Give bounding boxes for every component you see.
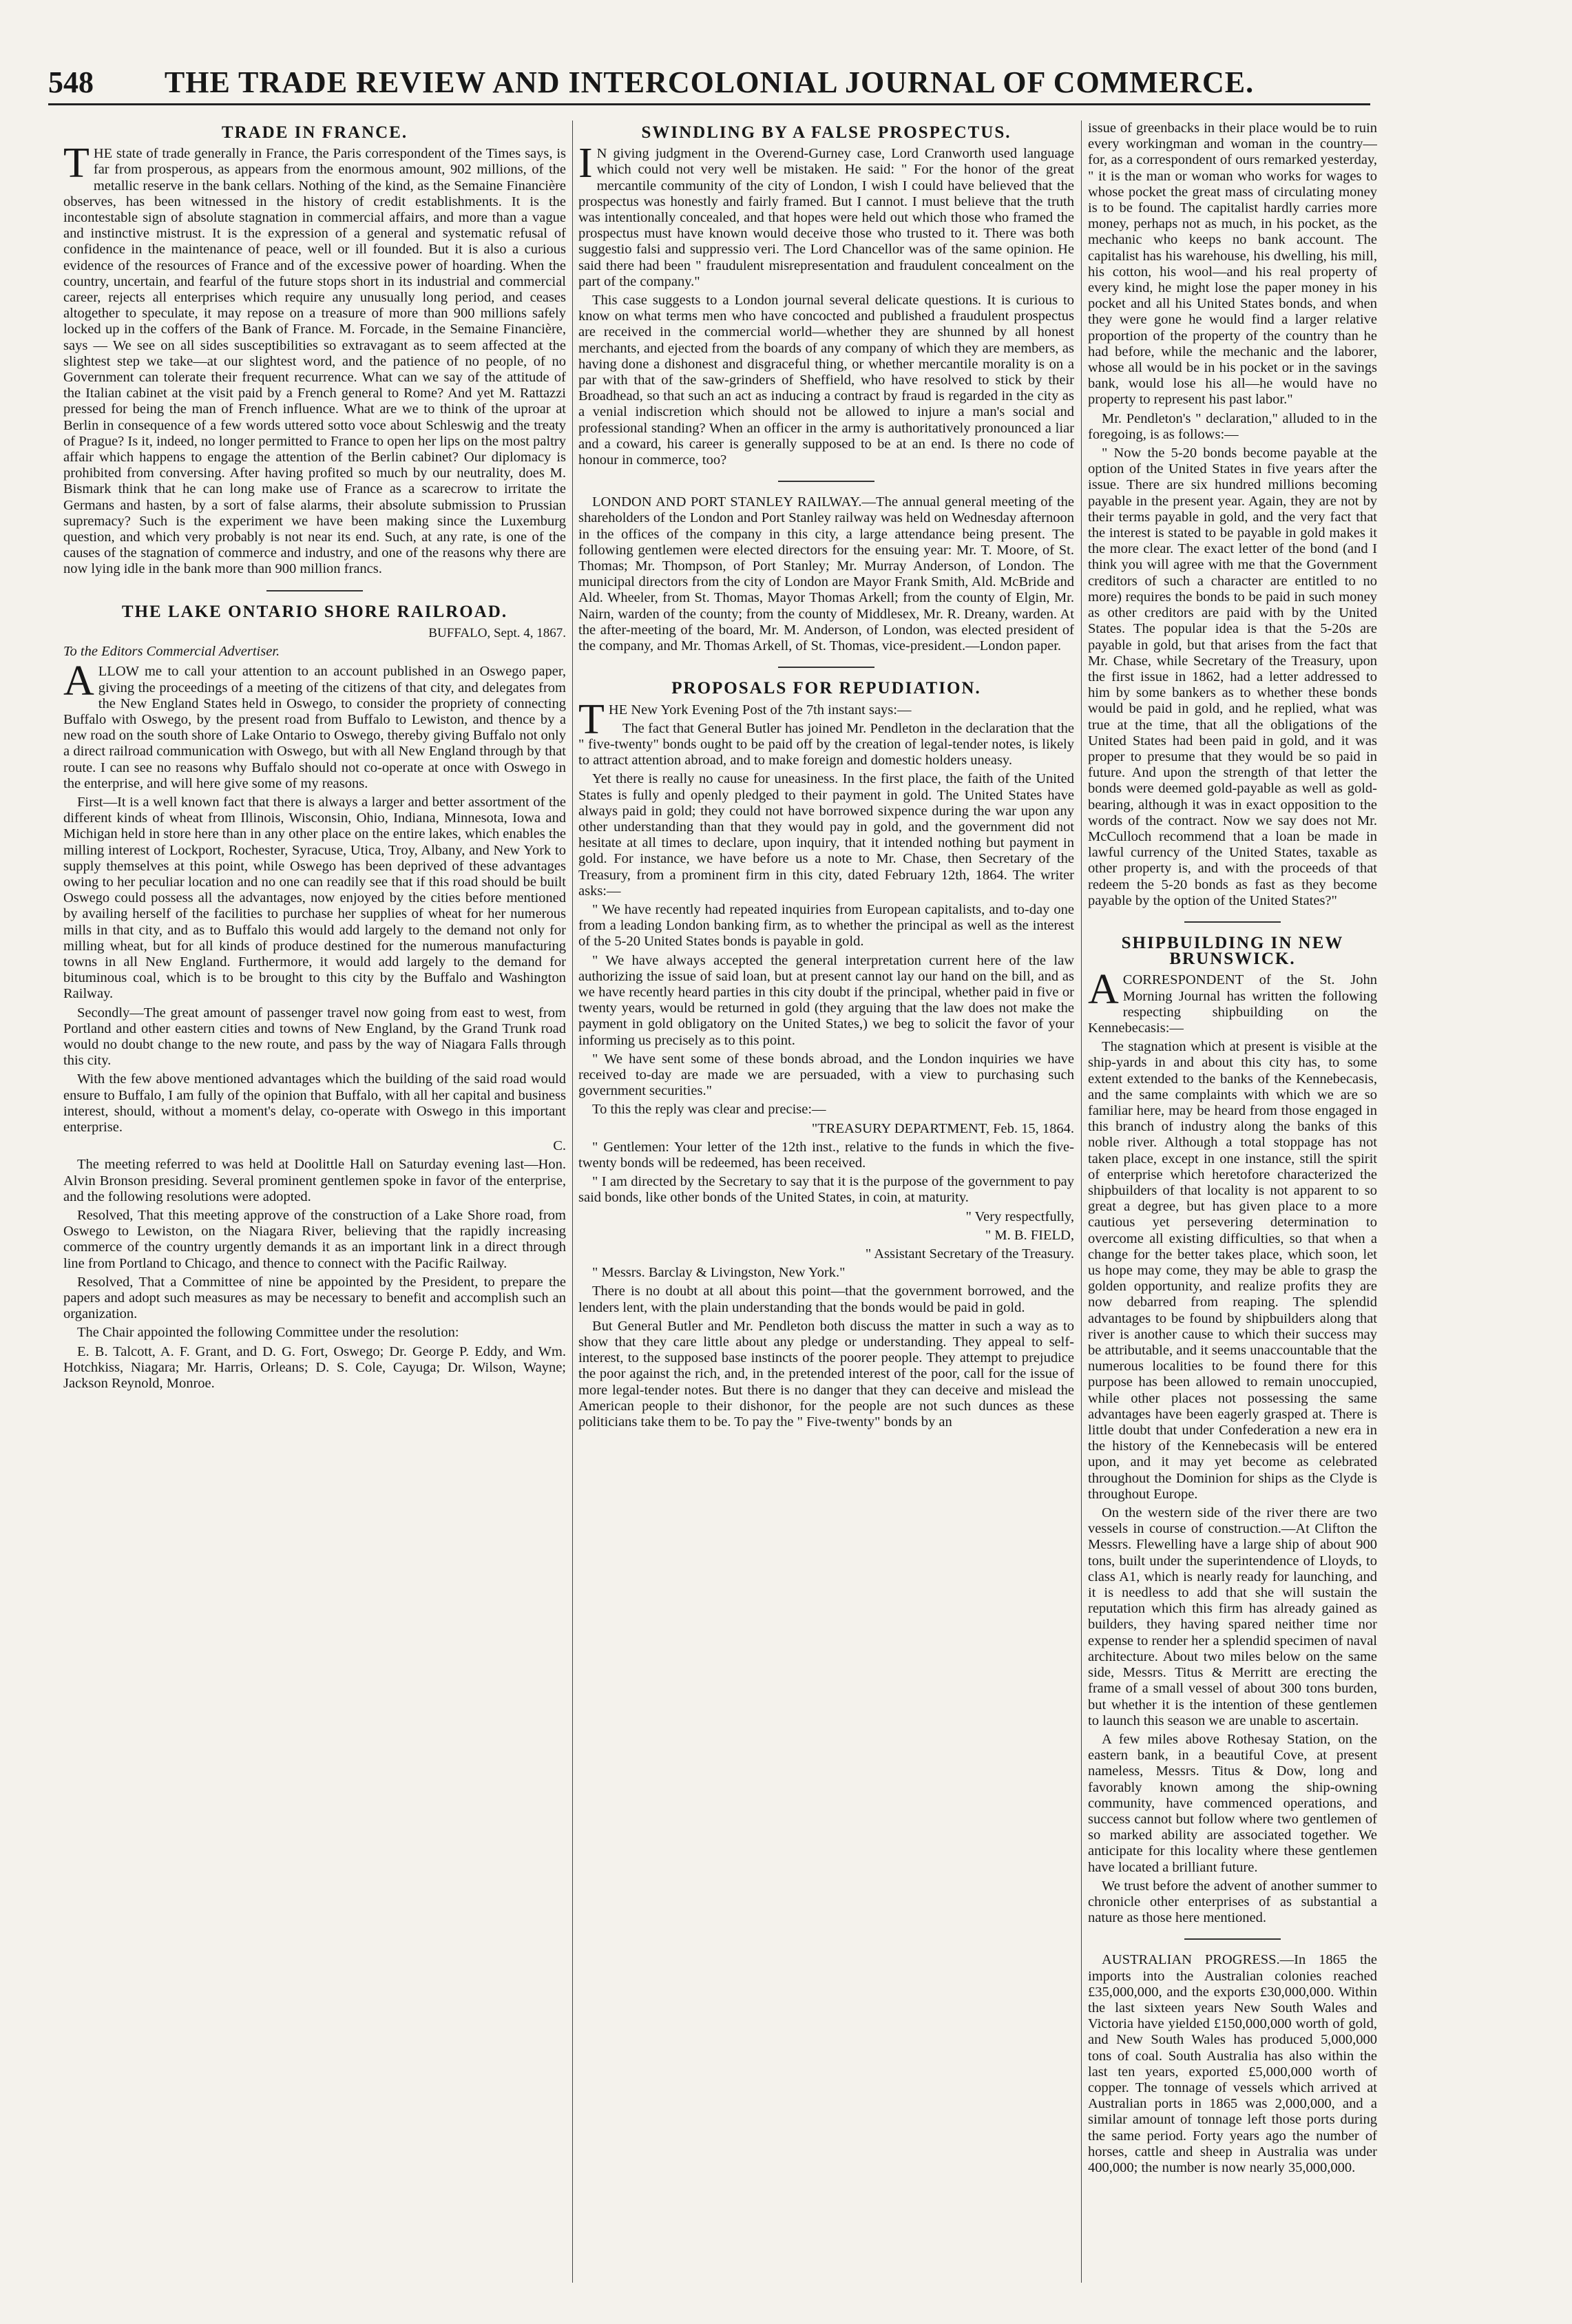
article-paragraph: LONDON AND PORT STANLEY RAILWAY.—The annual general meeting of the shareholders of the London and Port Stanley railway was held on Wednesday afternoon in the offices of the company in this city, a large attendance being present. The following gentlemen were elected directors for the ensuing year: Mr. T. Moore, of St. Thomas; Mr. Thompson, of Port Stanley; Mr. Murray Anderson, of London. The municipal directors from the city of London are Mayor Frank Smith, Ald. McBride and Ald. Wheeler, from St. Thomas, Mayor Thomas Arkell; from the county of Elgin, Mr. Nairn, warden of the county; from the county of Middlesex, Mr. R. Dreany, warden. At the after-meeting of the board, Mr. M. Anderson, of London, was elected president of the company, and Mr. Thomas Arkell, of St. Thomas, vice-president.—London paper. (578, 494, 1074, 654)
article-paragraph: ALLOW me to call your attention to an account published in an Oswego paper, giving the proceedings of a meeting of the citizens of that city, and delegates from the New England States held in Oswego, to consider the propriety of connecting Buffalo with Oswego, by the present road from Buffalo to Lewiston, and thence by a new road on the south shore of Lake Ontario to Oswego, thereby giving Buffalo not only a direct railroad communication with Oswego, but with all New England through by that route. I can see no reasons why Buffalo should not co-operate at once with Oswego in the enterprise, and will here give some of my reasons. (63, 658, 566, 791)
article-paragraph: But General Butler and Mr. Pendleton both discuss the matter in such a way as to show that they care little about any pledge or understanding. They appeal to self-interest, to the supposed base instincts of the poorer people. They attempt to prejudice the poor against the rich, and, in the pretended interest of the poor, call for the issue of more legal-tender notes. But there is no danger that they can deceive and mislead the American people to their dishonor, for the people are not such dunces as these politicians take them to be. To pay the " Five-twenty" bonds by an (578, 1318, 1074, 1430)
article-paragraph: Mr. Pendleton's " declaration," alluded to in the foregoing, is as follows:— (1088, 410, 1377, 442)
column-2 (578, 121, 1074, 2283)
article-paragraph: THE state of trade generally in France, the Paris correspondent of the Times says, is far from prosperous, as appears from the enormous amount, 902 millions, of the metallic reserve in the bank cellars. Nothing of the kind, as the Semaine Financière observes, has been witnessed in the history of credit establishments. It is the incontestable sign of absolute stagnation in commercial affairs, and more than a vague and instinctive mistrust. It is the expression of a general and systematic refusal of confidence in the maintenance of peace, well or ill founded. But it is also a curious evidence of the resources of France and of the excessive power of hoarding. When the country, uncertain, and fearful of the future stops short in its industrial and commercial career, rejects all enterprises which require any unusually long period, and ceases altogether to speculate, it may repose on a treasure of more than 900 millions safely locked up in the coffers of the Bank of France. M. Forcade, in the Semaine Financière, says — We see on all sides susceptibilities so extravagant as to seem affected at the slightest step we take—at our slightest word, and the patience of no people, of no Government can tolerate their frequent recurrence. What can we say of the attitude of the Italian cabinet at the visit paid by a French general to Rome? And yet M. Rattazzi pressed for being the man of French influence. What are we to think of the uproar at Berlin in consequence of a few words uttered sotto voce about Schleswig and the treaty of Prague? Is it, indeed, no longer permitted to France to open her lips on the most paltry affair which happens to engage the attention of the Berlin cabinet? Our diplomacy is prohibited from conversing. After having profited so much by our neutrality, does M. Bismark think that he can long make use of France as a scarecrow to irritate the Germans and hasten, by a sort of false alarms, their absolute submission to Prussian supremacy? Such is the experiment we have been making since the Luxemburg question, and which very probably is not near its end. Such, at any rate, is one of the causes of the stagnation of commerce and industry, and one of the reasons why there are now lying idle in the bank more than 900 million francs. (63, 140, 566, 577)
column-rule (572, 121, 573, 2283)
journal-title: THE TRADE REVIEW AND INTERCOLONIAL JOURNAL OF COMMERCE. (164, 65, 1255, 99)
article-paragraph: " We have recently had repeated inquiries from European capitalists, and to-day one from a leading London banking firm, as to whether the principal as well as the interest of the 5-20 United States bonds is payable in gold. (578, 901, 1074, 950)
article-heading-swindling: SWINDLING BY A FALSE PROSPECTUS. (641, 123, 1012, 142)
divider (1184, 921, 1281, 923)
article-paragraph: issue of greenbacks in their place would be to ruin every workingman and woman in the country—for, as a correspondent of ours remarked yesterday, " it is the man or woman who works for wages to whose pocket the great mass of circulating money is to be found. The capitalist hardly carries more money, perhaps not as much, in his pocket, as the mechanic who keeps no bank account. The capitalist has his warehouse, his dwelling, his mill, his cotton, his wool—and his real property of every kind, he might lose the paper money in his pocket and all his United States bonds, and when they were gone he would find a larger relative proportion of the property of the country than he had before, while the mechanic and the laborer, whose all would be in his pocket or in the savings bank, would lose his all—he would have no property to represent his past labor." (1088, 121, 1377, 408)
article-paragraph: Resolved, That this meeting approve of the construction of a Lake Shore road, from Oswego to Lewiston, on the Niagara River, believing that the rapidly increasing commerce of the country urgently demands it as an important link in a direct through line from Portland to Chicago, and thence to connect with the Pacific Railway. (63, 1208, 566, 1271)
divider (778, 667, 874, 668)
column-3 (1088, 121, 1377, 2283)
article-paragraph: Resolved, That a Committee of nine be appointed by the President, to prepare the papers and adopt such measures as may be necessary to benefit and accomplish such an organization. (63, 1274, 566, 1322)
article-paragraph: AUSTRALIAN PROGRESS.—In 1865 the imports into the Australian colonies reached £35,000,000, and the exports £30,000,000. Within the last sixteen years New South Wales and Victoria have yielded £150,000,000 worth of gold, and New South Wales has produced 5,000,000 tons of coal. South Australia has also within the last ten years, exported £5,000,000 worth of copper. The tonnage of vessels which arrived at Australian ports in 1865 was 2,000,000, and a similar amount of tonnage left those ports during the same period. Forty years ago the number of horses, cattle and sheep in Australia was under 400,000; the number is now nearly 35,000,000. (1088, 1952, 1377, 2175)
article-paragraph: First—It is a well known fact that there is always a larger and better assortment of the different kinds of wheat from Illinois, Wisconsin, Ohio, Indiana, Minnesota, Iowa and Michigan held in store here than in any other place on the entire lakes, which enables the milling interest of Lockport, Rochester, Syracuse, Utica, Troy, Albany, and New York to supply themselves at this point, while Oswego has been deprived of these advantages owing to her peculiar location and no one can readily see that if this road should be built Oswego could possess all the advantages, now enjoyed by the cities before mentioned by availing herself of the facilities to purchase her supplies of wheat for her numerous mills in that city, and as to Buffalo this would add largely to the demand not only for milling wheat, but for all kinds of produce destined for the numerous manufacturing towns in all New England. Furthermore, it would add largely to the demand for bituminous coal, which is to be brought to this city by the Buffalo and Washington Railway. (63, 794, 566, 1002)
article-paragraph: E. B. Talcott, A. F. Grant, and D. G. Fort, Oswego; Dr. George P. Eddy, and Wm. Hotchkiss, Niagara; Mr. Harris, Orleans; D. S. Cole, Cayuga; Dr. Wilson, Wayne; Jackson Reynold, Monroe. (63, 1343, 566, 1392)
article-heading-lake-ontario: THE LAKE ONTARIO SHORE RAILROAD. (121, 602, 508, 621)
article-paragraph: IN giving judgment in the Overend-Gurney case, Lord Cranworth used language which could not very well be mistaken. He said: " For the honor of the great mercantile community of the city of London, I wish I could have believed that the prospectus was honestly and fairly framed. But I cannot. I must believe that the truth was intentionally concealed, and that hopes were held out which those who framed the prospectus must have known would deceive those who trusted to it. There was both suggestio falsi and suppressio veri. The Lord Chancellor was of the same opinion. He said there had been " fraudulent misrepresentation and fraudulent concealment on the part of the company." (578, 140, 1074, 289)
article-paragraph: The Chair appointed the following Committee under the resolution: (77, 1325, 459, 1341)
column-1 (63, 121, 566, 2283)
article-paragraph: The fact that General Butler has joined Mr. Pendleton in the declaration that the " five-twenty" bonds ought to be paid off by the creation of legal-tender notes, is likely to attract attention abroad, and to make foreign and domestic holders uneasy. (578, 720, 1074, 768)
article-heading-repudiation: PROPOSALS FOR REPUDIATION. (671, 679, 981, 698)
page-number: 548 (48, 65, 94, 99)
column-rule (1081, 121, 1082, 2283)
divider (1184, 1938, 1281, 1940)
article-paragraph: There is no doubt at all about this point—that the government borrowed, and the lenders lent, with the plain understanding that the bonds would be paid in gold. (578, 1284, 1074, 1315)
article-paragraph: On the western side of the river there are two vessels in course of construction.—At Clifton the Messrs. Flewelling have a large ship of about 900 tons, built under the superintendence of Lloyds, to class A1, which is nearly ready for launching, and it is needless to add that she will sustain the reputation which this firm has already gained as builders, they having spared neither time nor expense to render her a splendid specimen of naval architecture. About two miles below on the same side, Messrs. Titus & Merritt are erecting the frame of a small vessel of about 300 tons burden, but whether it is the intention of these gentlemen to launch this season we are unable to ascertain. (1088, 1505, 1377, 1728)
letter-closing: " Very respectfully, (965, 1208, 1074, 1224)
article-paragraph: Yet there is really no cause for uneasiness. In the first place, the faith of the United States is fully and openly pledged to their payment in gold. The United States have always paid in gold; they could not have borrowed sixpence during the war upon any other understanding than that they would pay in gold, and the government did not hesitate at all times to declare, upon inquiry, that it intended nothing but payment in gold. For instance, we have before us a note to Mr. Chase, then Secretary of the Treasury, from a prominent firm in this city, dated February 12th, 1864. The writer asks:— (578, 771, 1074, 899)
signature: C. (553, 1138, 566, 1154)
article-paragraph: Secondly—The great amount of passenger travel now going from east to west, from Portland and other eastern cities and towns of New England, by the Grand Trunk road would no doubt change to the new route, and pass by the way of Niagara Falls through this city. (63, 1005, 566, 1069)
letter-addressee: " Messrs. Barclay & Livingston, New York." (592, 1265, 846, 1281)
article-paragraph: The stagnation which at present is visible at the ship-yards in and about this city has, to some extent extended to the banks of the Kennebecasis, and the same complaints with which we are so familiar here, may be heard from those engaged in this branch of industry along the banks of this noble river. Although a total stoppage has not taken place, except in one instance, still the spirit of enterprise which heretofore characterized the shipbuilders of that locality is not apparent to so great a degree, but has given place to a more cautious yet persevering determination to overcome all existing difficulties, so that when a change for the better takes place, which soon, let us hope may come, they may be able to grasp the golden opportunity, and realize profits they are now debarred from reaping. The splendid advantages to be found by shipbuilders along that river is another cause to which their success may be attributable, and it seems unaccountable that the numerous localities to be found there for this purpose has been allowed to remain unoccupied, while other places not possessing the same advantages have been eagerly grasped at. There is little doubt that under Confederation a new era in the history of the Kennebecasis will be entered upon, and it may yet become as celebrated throughout the Dominion for ships as the Clyde is throughout Europe. (1088, 1039, 1377, 1502)
article-heading-trade-in-france: TRADE IN FRANCE. (221, 123, 408, 142)
article-paragraph: The meeting referred to was held at Doolittle Hall on Saturday evening last—Hon. Alvin Bronson presiding. Several prominent gentlemen spoke in favor of the enterprise, and the following resolutions were adopted. (63, 1157, 566, 1204)
article-paragraph: A few miles above Rothesay Station, on the eastern bank, in a beautiful Cove, at present nameless, Messrs. Titus & Dow, long and favorably known among the ship-owning community, have commenced operations, and success cannot but follow where two gentlemen of so marked ability are associated together. We anticipate for this locality where these gentlemen have located a brilliant future. (1088, 1731, 1377, 1875)
article-paragraph: With the few above mentioned advantages which the building of the said road would ensure to Buffalo, I am fully of the opinion that Buffalo, with all her capital and business interest, should, without a moment's delay, co-operate with Oswego in this important enterprise. (63, 1071, 566, 1135)
article-paragraph: " Gentlemen: Your letter of the 12th inst., relative to the funds in which the five-twenty bonds will be redeemed, has been received. (578, 1139, 1074, 1171)
article-paragraph: ACORRESPONDENT of the St. John Morning Journal has written the following respecting shipbuilding on the Kennebecasis:— (1088, 966, 1377, 1036)
article-paragraph: " We have sent some of these bonds abroad, and the London inquiries we have received to-day are made we are persuaded, with a view to purchasing such government securities." (578, 1051, 1074, 1099)
article-paragraph: " Now the 5-20 bonds become payable at the option of the United States in five years after the issue. There are six hundred millions becoming payable in the present year. Again, they are not by their terms payable in gold, and the very fact that the interest is stated to be payable in gold makes it the more clear. The exact letter of the bond (and I think you will agree with me that the Government creditors of such a character are entitled to no more) requires the bonds to be paid in such money as other creditors are paid with by the United States. The popular idea is that the 5-20s are payable in gold, but that arises from the fact that Mr. Chase, while Secretary of the Treasury, upon the first issue in 1862, had a letter addressed to him by some bankers as to whether these bonds would be paid in gold, and he replied, what was true at the time, that all the obligations of the United States had been paid in gold, and it was proper to presume that they would be so paid in future. And upon the strength of that letter the bonds were deemed gold-payable as well as gold-bearing, although it was in exact opposition to the words of the contract. Now we say does not Mr. McCulloch recommend that a loan be made in lawful currency of the United States, taxable as other property is, and with the proceeds of that redeem the 5-20 bonds as fast as they become payable by the option of the United States?" (1088, 446, 1377, 908)
letter-signature-title: " Assistant Secretary of the Treasury. (865, 1246, 1074, 1262)
divider (266, 590, 363, 592)
letter-dateline: "TREASURY DEPARTMENT, Feb. 15, 1864. (811, 1120, 1074, 1136)
salutation: To the Editors Commercial Advertiser. (63, 644, 280, 660)
article-paragraph: To this the reply was clear and precise:— (592, 1102, 826, 1118)
article-paragraph: We trust before the advent of another summer to chronicle other enterprises of as substantial a nature as those here mentioned. (1088, 1878, 1377, 1926)
page-header (48, 62, 1370, 105)
article-heading-shipbuilding: SHIPBUILDING IN NEW BRUNSWICK. (1121, 933, 1344, 969)
divider (778, 481, 874, 482)
dateline: BUFFALO, Sept. 4, 1867. (428, 625, 566, 640)
article-paragraph: This case suggests to a London journal several delicate questions. It is curious to know on what terms men who have concocted and published a fraudulent prospectus are received in the commercial world—whether they are shunned by all honest merchants, and ejected from the boards of any company of which they are members, as having done a dishonest and disgraceful thing, or whether mercantile morality is on a par with that of the saw-grinders of Sheffield, who have resolved to stick by their Broadhead, so that such an act as inducing a contract by fraud is regarded in the city as a venial indiscretion which should not be allowed to injure a man's social and professional standing? When an officer in the army is authoritatively pronounced a liar and a coward, his career is generally supposed to be at an end. Is there no code of honour in commerce, too? (578, 293, 1074, 468)
article-paragraph: " I am directed by the Secretary to say that it is the purpose of the government to pay said bonds, like other bonds of the United States, in coin, at maturity. (578, 1174, 1074, 1206)
article-paragraph: THE New York Evening Post of the 7th instant says:— (578, 695, 912, 743)
letter-signature: " M. B. FIELD, (985, 1227, 1074, 1243)
article-paragraph: " We have always accepted the general interpretation current here of the law authorizing the issue of said loan, but at present cannot lay our hand on the bill, and as we have recently heard parties in this city doubt if the principal, whether paid in five or twenty years, would be returned in gold (they arguing that the law does not make the payment in gold obligatory on the United States,) we beg to solicit the favor of your informing us precisely as to this point. (578, 952, 1074, 1048)
